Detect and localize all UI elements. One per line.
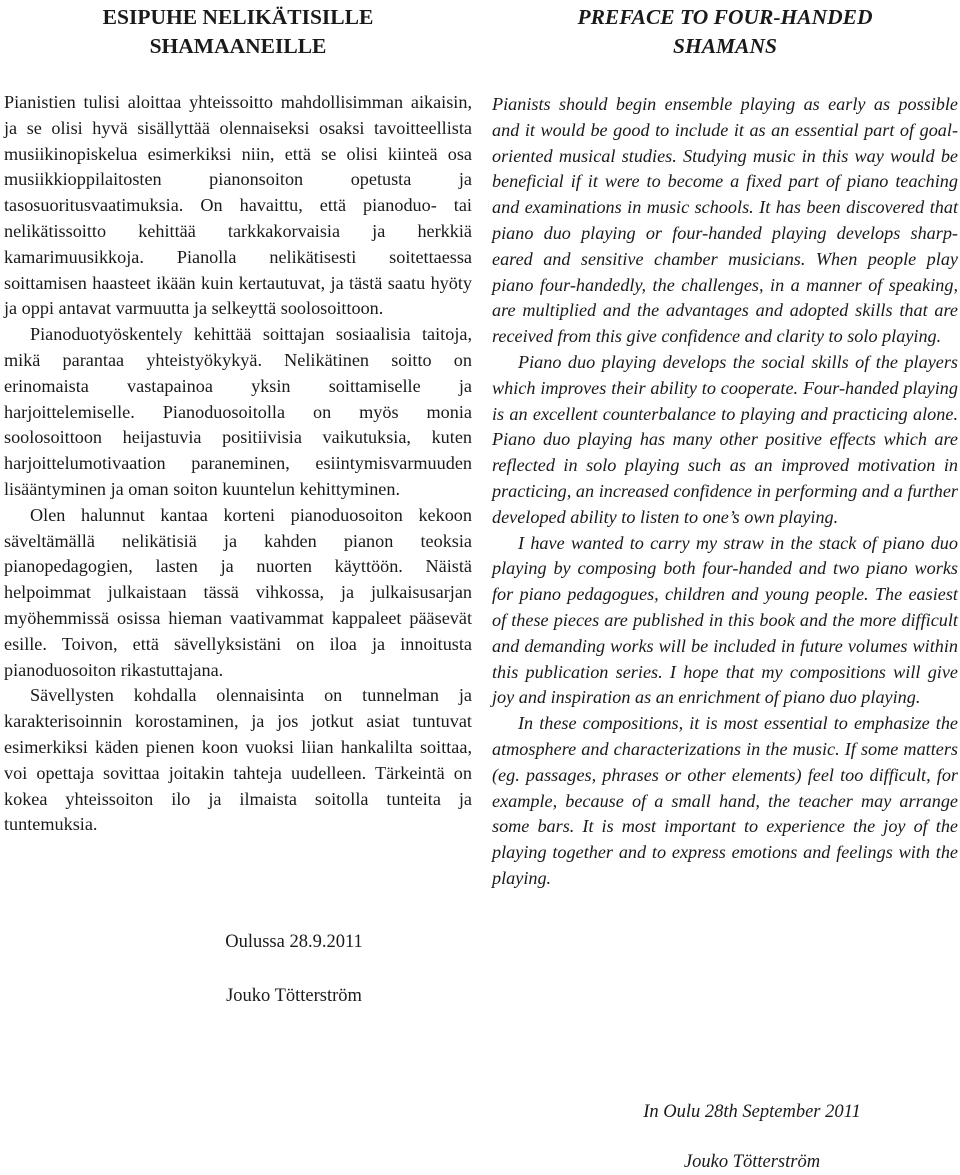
english-paragraph-2: Piano duo playing develops the social skills of the players which improves their ability to cooperate. Four-handed playing is an excellent counterbalance to playing and practicing alone. Piano duo playing has many other positive effects which are reflected in solo playing such as an improved motivation in practicing, an increased confidence in performing and a further developed ability to listen to one’s own playing.	[492, 351, 958, 527]
english-paragraph-1: Pianists should begin ensemble playing as early as possible and it would be good to include it as an essential part of goal-oriented musical studies. Studying music in this way would be beneficial if it were to become a fixed part of piano teaching and examinations in music schools. It has been discovered that piano duo playing or four-handed playing develops sharp-eared and sensitive chamber musicians. When people play piano four-handedly, the challenges, in a manner of speaking, are multiplied and the advantages and adopted skills that are received from this give confidence and clarity to solo playing.	[492, 94, 958, 347]
finnish-paragraph-2: Pianoduotyöskentely kehittää soittajan sosiaalisia taitoja, mikä parantaa yhteistyökykyä. Nelikätinen soitto on erinomaista vastapainoa yksin soittamiselle ja harjoittelemiselle. Pianoduosoitolla on myös monia soolosoittoon heijastuvia positiivisia vaikutuksia, kuten harjoittelumotivaation paraneminen, esiintymisvarmuuden lisääntyminen ja oman soiton kuuntelun kehittyminen.	[4, 324, 472, 499]
finnish-body	[4, 90, 472, 838]
english-column	[492, 0, 958, 1172]
finnish-title-line1: ESIPUHE NELIKÄTISILLE	[102, 5, 374, 29]
english-paragraph-3: I have wanted to carry my straw in the stack of piano duo playing by composing both four-handed and two piano works for piano pedagogues, children and young people. The easiest of these pieces are published in this book and the more difficult and demanding works will be included in future volumes within this publication series. I hope that my compositions will give joy and inspiration as an enrichment of piano duo playing.	[492, 532, 958, 708]
english-body	[492, 92, 958, 892]
finnish-title	[4, 3, 472, 61]
english-title-line2: SHAMANS	[673, 34, 777, 58]
finnish-title-line2: SHAMAANEILLE	[149, 34, 327, 58]
english-place-date: In Oulu 28th September 2011	[643, 1102, 861, 1122]
finnish-paragraph-3: Olen halunnut kantaa korteni pianoduosoiton kekoon säveltämällä nelikätisiä ja kahden pianon teoksia pianopedagogien, lasten ja nuorten käyttöön. Näistä helpoimmat julkaistaan tässä vihkossa, ja julkaisusarjan myöhemmissä osissa hieman vaativammat kappaleet pääsevät esille. Toivon, että sävellyksistäni on iloa ja innoitusta pianoduosoiton rikastuttajana.	[4, 504, 472, 680]
english-author: Jouko Tötterström	[683, 1152, 821, 1172]
finnish-paragraph-4: Sävellysten kohdalla olennaisinta on tunnelman ja karakterisoinnin korostaminen, ja jos jotkut asiat tuntuvat esimerkiksi käden pienen koon vuoksi liian hankalilta soittaa, voi opettaja sovittaa joitakin tahteja uudelleen. Tärkeintä on kokea yhteissoiton ilo ja ilmaista soitolla tunteita ja tuntemuksia.	[4, 685, 472, 835]
finnish-paragraph-1: Pianistien tulisi aloittaa yhteissoitto mahdollisimman aikaisin, ja se olisi hyvä sisällyttää olennaiseksi osaksi tavoitteellista musiikinopiskelua esimerkiksi niin, että se olisi kiinteä osa musiikkioppilaitosten pianonsoiton opetusta ja tasosuoritusvaatimuksia. On havaittu, että pianoduo- tai nelikätissoitto kehittää tarkkakorvaisia ja herkkiä kamarimuusikkoja. Pianolla nelikätisesti soitettaessa soittamisen haasteet ikään kuin kertautuvat, ja tästä saatu hyöty ja oppi antavat varmuutta ja selkeyttä soolosoittoon.	[4, 92, 472, 319]
english-paragraph-4: In these compositions, it is most essential to emphasize the atmosphere and characterizations in the music. If some matters (eg. passages, phrases or other elements) feel too difficult, for example, because of a small hand, the teacher may arrange some bars. It is most important to experience the joy of the playing together and to express emotions and feelings with the playing.	[492, 713, 958, 888]
finnish-place-date: Oulussa 28.9.2011	[225, 932, 363, 952]
english-title	[492, 3, 958, 61]
finnish-author: Jouko Tötterström	[226, 986, 362, 1006]
english-title-line1: PREFACE TO FOUR-HANDED	[577, 5, 873, 29]
finnish-column	[4, 0, 472, 1006]
